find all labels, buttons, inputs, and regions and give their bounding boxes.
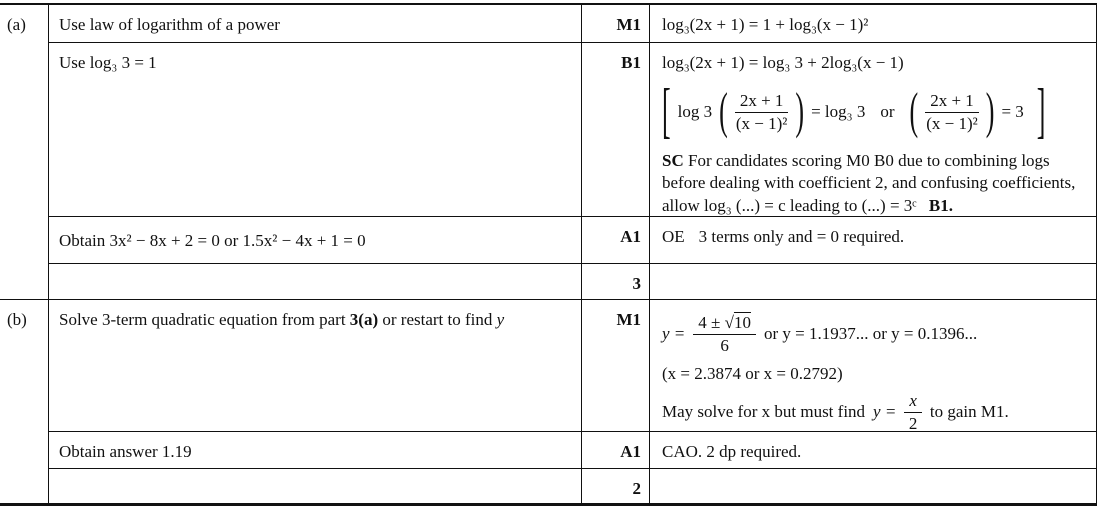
mark-code: A1 <box>620 227 641 246</box>
log3-term: log 3 <box>677 102 713 121</box>
mark-cell <box>582 469 650 503</box>
may-text-end: to gain M1. <box>929 402 1009 421</box>
section-a <box>0 5 1096 299</box>
table-row <box>49 5 1096 43</box>
description-cell <box>49 217 582 263</box>
mark-code: A1 <box>620 442 641 461</box>
description-cell <box>49 43 582 216</box>
part-cell-b <box>0 300 49 503</box>
oe-label: OE <box>662 227 685 246</box>
mark-cell <box>582 432 650 468</box>
table-row <box>49 43 1096 217</box>
description-text: Solve 3-term quadratic equation from part 3(a) or restart to find y <box>59 310 505 329</box>
table-row <box>49 469 1096 503</box>
mark-cell <box>582 217 650 263</box>
part-cell-a <box>0 5 49 299</box>
close-paren: ) <box>985 82 995 140</box>
guidance-cell <box>650 5 1096 42</box>
guidance-equation-line: log₃(2x + 1) = log₃ 3 + 2log₃(x − 1) <box>662 53 904 72</box>
y-lhs: y = <box>662 324 686 343</box>
guidance-cell <box>650 217 1096 263</box>
numerator: 2x + 1 <box>735 91 789 113</box>
denominator: 2 <box>908 413 918 433</box>
special-case-note <box>662 150 1086 217</box>
open-paren: ( <box>909 82 919 140</box>
denominator: 6 <box>720 335 729 355</box>
section-b-rows <box>49 300 1096 503</box>
mark-cell <box>582 264 650 299</box>
mark-cell <box>582 43 650 216</box>
mark-scheme-table <box>0 3 1097 506</box>
total-marks: 3 <box>632 274 641 293</box>
fraction <box>925 91 979 133</box>
close-bracket: ] <box>1036 76 1046 145</box>
section-a-rows <box>49 5 1096 299</box>
guidance-may-note <box>662 392 1086 432</box>
fraction <box>904 391 922 433</box>
equals-term: = log₃ 3 <box>811 102 866 121</box>
sc-b1-label: B1. <box>928 195 953 215</box>
description-text: Use law of logarithm of a power <box>59 15 280 34</box>
description-cell <box>49 300 582 431</box>
numerator: 2x + 1 <box>925 91 979 113</box>
open-paren: ( <box>719 82 728 140</box>
denominator: (x − 1)² <box>735 113 788 133</box>
description-cell <box>49 469 582 503</box>
table-row <box>49 432 1096 469</box>
sc-text: For candidates scoring M0 B0 due to combining logs before dealing with coefficient 2, and confusing coefficients, allow log₃ (...) = c leading to (...) = 3ᶜ <box>662 151 1076 215</box>
sc-label: SC <box>662 151 684 170</box>
total-marks: 2 <box>632 479 641 498</box>
description-cell <box>49 432 582 468</box>
description-text: Obtain answer 1.19 <box>59 442 192 461</box>
guidance-display-equation <box>662 76 1086 145</box>
guidance-text: CAO. 2 dp required. <box>662 442 802 461</box>
or-label: or <box>880 102 895 121</box>
close-paren: ) <box>795 82 805 140</box>
description-cell <box>49 5 582 42</box>
guidance-equation: log₃(2x + 1) = 1 + log₃(x − 1)² <box>662 15 869 34</box>
y-decimals: or y = 1.1937... or y = 0.1396... <box>763 324 978 343</box>
guidance-y-solution <box>662 308 1086 360</box>
guidance-cell <box>650 469 1096 503</box>
table-row <box>49 217 1096 264</box>
guidance-cell <box>650 264 1096 299</box>
description-cell <box>49 264 582 299</box>
guidance-cell <box>650 43 1096 216</box>
guidance-cell <box>650 432 1096 468</box>
description-text: Use log₃ 3 = 1 <box>59 53 157 72</box>
part-label-a: (a) <box>7 15 26 34</box>
mark-cell <box>582 5 650 42</box>
open-bracket: [ <box>662 76 671 145</box>
fraction <box>735 91 789 133</box>
guidance-x-values: (x = 2.3874 or x = 0.2792) <box>662 364 843 383</box>
guidance-text: 3 terms only and = 0 required. <box>698 227 905 246</box>
section-b <box>0 299 1096 503</box>
fraction <box>693 313 756 355</box>
description-text: Obtain 3x² − 8x + 2 = 0 or 1.5x² − 4x + 1 = 0 <box>59 231 366 250</box>
denominator: (x − 1)² <box>926 113 978 133</box>
y-lhs: y = <box>873 402 897 421</box>
mark-cell <box>582 300 650 431</box>
mark-code: M1 <box>616 310 641 329</box>
equals-term: = 3 <box>1001 102 1024 121</box>
numerator: 4 ± √10 <box>693 313 756 335</box>
may-text: May solve for x but must find <box>662 402 866 421</box>
part-label-b: (b) <box>7 310 27 329</box>
mark-code: B1 <box>621 53 641 72</box>
guidance-cell <box>650 300 1096 431</box>
numerator: x <box>904 391 922 413</box>
table-row <box>49 300 1096 432</box>
mark-code: M1 <box>616 15 641 34</box>
table-row <box>49 264 1096 299</box>
